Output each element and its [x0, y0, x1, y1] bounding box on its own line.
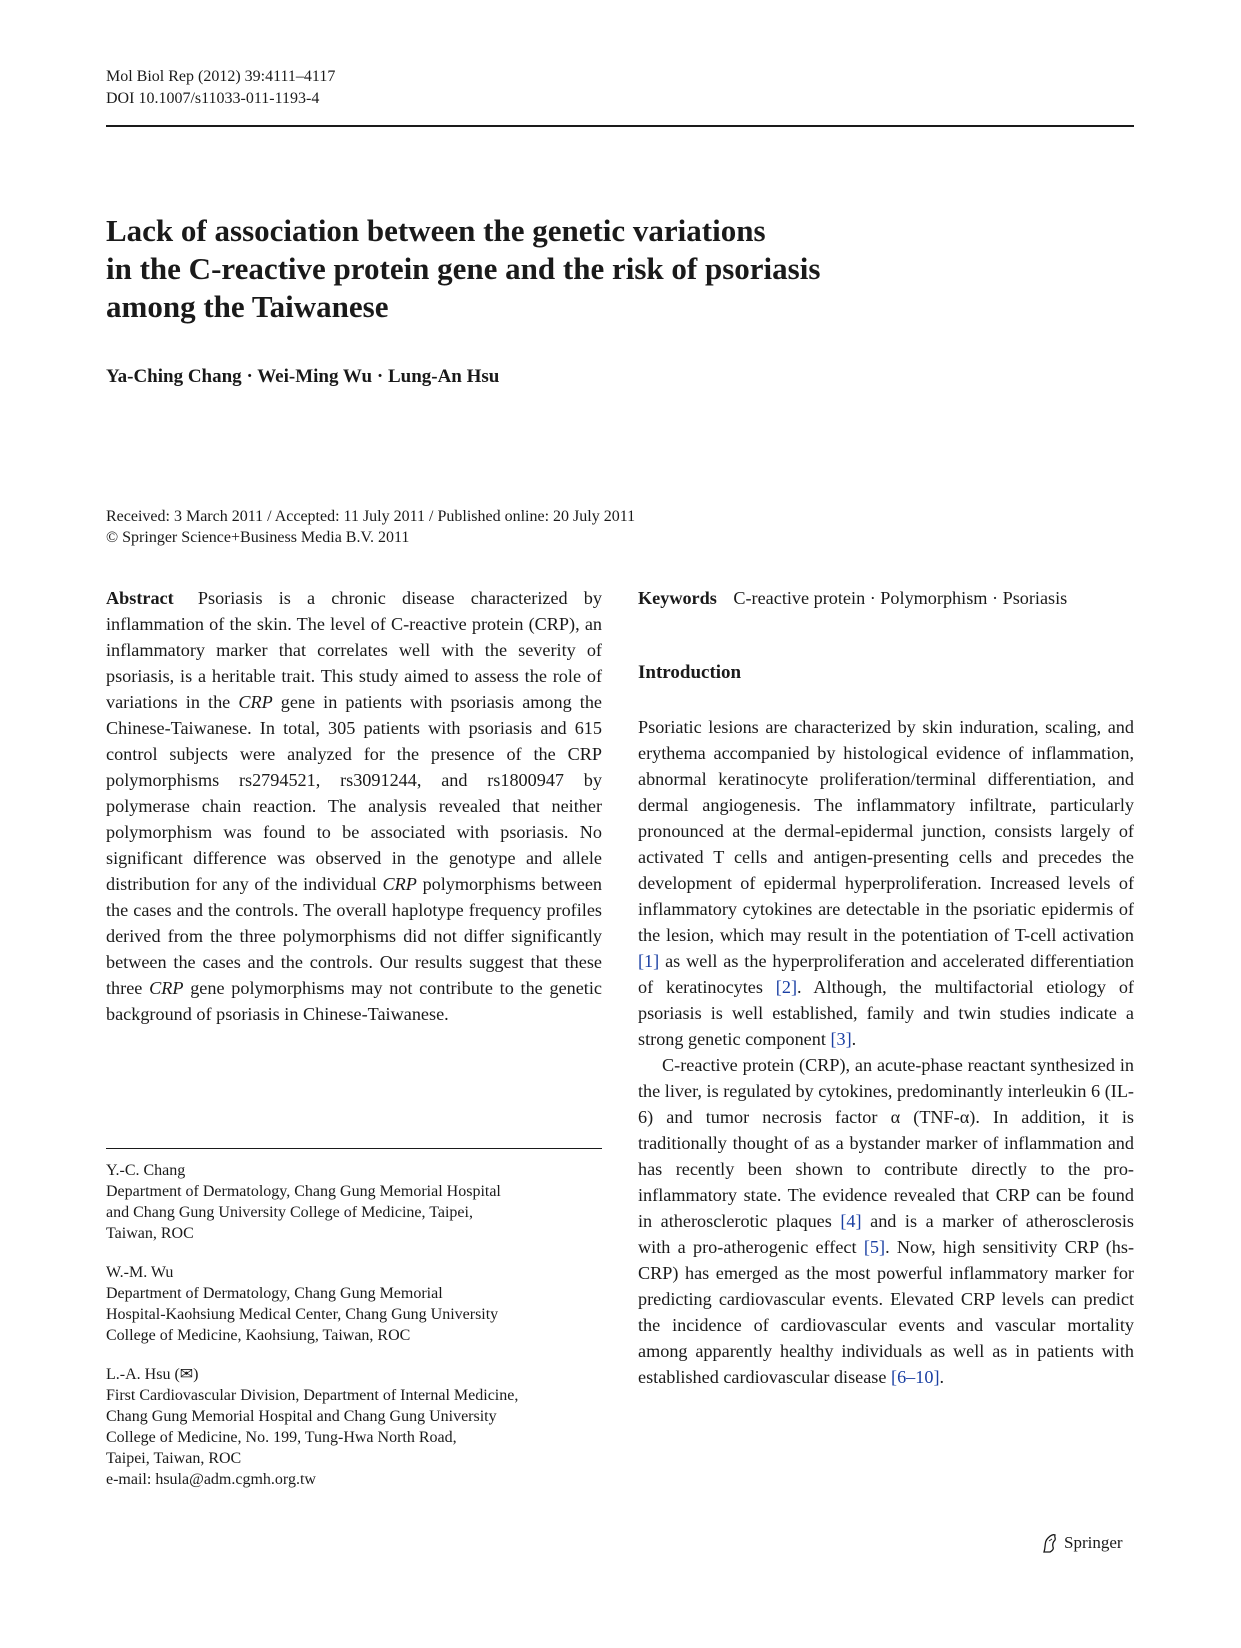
- header-rule: [106, 125, 1134, 127]
- affiliation-line: College of Medicine, Kaohsiung, Taiwan, ROC: [106, 1327, 411, 1344]
- body-text: .: [939, 1367, 945, 1387]
- author-name: Ya-Ching Chang: [106, 366, 242, 387]
- abstract: [106, 585, 602, 1027]
- article-title: [106, 212, 1006, 326]
- gene-name: CRP: [149, 978, 184, 998]
- doi-text: DOI 10.1007/s11033-011-1193-4: [106, 90, 320, 107]
- abstract-text: gene polymorphisms may not contribute to the genetic background of psoriasis in Chinese-Taiwanese.: [106, 978, 602, 1024]
- affiliation-line: Taipei, Taiwan, ROC: [106, 1450, 242, 1467]
- author-list: [106, 366, 499, 388]
- title-line: in the C-reactive protein gene and the risk of psoriasis: [106, 251, 821, 286]
- springer-horse-icon: [1040, 1532, 1060, 1554]
- affiliation-block: [106, 1262, 602, 1346]
- gene-name: CRP: [238, 692, 273, 712]
- affiliation-rule: [106, 1148, 602, 1149]
- body-text: . Now, high sensitivity CRP (hs-CRP) has emerged as the most powerful inflammatory marker for predicting cardiovascular events. Elevated CRP levels can predict the incidence of cardiovascular events and vascular mortality among apparently healthy individuals as well as in patients with established cardiovascular disease: [638, 1237, 1134, 1387]
- history-dates: Received: 3 March 2011 / Accepted: 11 July 2011 / Published online: 20 July 2011: [106, 508, 636, 525]
- author-name: Wei-Ming Wu: [257, 366, 373, 387]
- citation-link[interactable]: [5]: [863, 1237, 886, 1257]
- citation-link[interactable]: [1]: [638, 951, 660, 971]
- affiliations: [106, 1160, 602, 1508]
- affiliation-line: Department of Dermatology, Chang Gung Memorial Hospital: [106, 1183, 501, 1200]
- title-line: among the Taiwanese: [106, 289, 389, 324]
- gene-name: CRP: [382, 874, 417, 894]
- author-name: Lung-An Hsu: [387, 366, 500, 387]
- affiliation-author: W.-M. Wu: [106, 1264, 174, 1281]
- publisher-name: Springer: [1064, 1533, 1123, 1552]
- author-separator: ·: [376, 366, 384, 387]
- citation-link[interactable]: [6–10]: [891, 1367, 940, 1387]
- journal-header: [106, 66, 335, 110]
- introduction-heading: Introduction: [638, 662, 742, 683]
- citation-link[interactable]: [4]: [840, 1211, 862, 1231]
- paragraph: [638, 714, 1134, 1052]
- affiliation-line: Chang Gung Memorial Hospital and Chang Gung University: [106, 1408, 497, 1425]
- affiliation-line: and Chang Gung University College of Medicine, Taipei,: [106, 1204, 473, 1221]
- keywords-label: Keywords: [638, 588, 717, 608]
- affiliation-block: [106, 1160, 602, 1244]
- citation-link[interactable]: [2]: [775, 977, 798, 997]
- body-text: . Although, the multifactorial etiology of psoriasis is well established, family and twin studies indicate a strong genetic component: [638, 977, 1134, 1049]
- affiliation-line: Hospital-Kaohsiung Medical Center, Chang Gung University: [106, 1306, 499, 1323]
- copyright-line: © Springer Science+Business Media B.V. 2011: [106, 529, 410, 546]
- abstract-text: polymorphisms between the cases and the controls. The overall haplotype frequency profiles derived from the three polymorphisms did not differ significantly between the cases and the controls. Our results suggest that these three: [106, 874, 603, 998]
- abstract-text: Psoriasis is a chronic disease characterized by inflammation of the skin. The level of C-reactive protein (CRP), an inflammatory marker that correlates well with the severity of psoriasis, is a heritable trait. This study aimed to assess the role of variations in the: [106, 588, 602, 712]
- journal-citation: Mol Biol Rep (2012) 39:4111–4117: [106, 68, 336, 85]
- body-text: .: [851, 1029, 857, 1049]
- affiliation-line: College of Medicine, No. 199, Tung-Hwa North Road,: [106, 1429, 457, 1446]
- body-text: as well as the hyperproliferation and accelerated differentiation of keratinocytes: [638, 951, 1135, 997]
- affiliation-line: Department of Dermatology, Chang Gung Memorial: [106, 1285, 443, 1302]
- publication-dates: [106, 506, 635, 548]
- email-link[interactable]: e-mail: hsula@adm.cgmh.org.tw: [106, 1471, 316, 1488]
- citation-link[interactable]: [3]: [830, 1029, 852, 1049]
- introduction-body: [638, 714, 1134, 1390]
- body-text: and is a marker of atherosclerosis with a pro-atherogenic effect: [638, 1211, 1135, 1257]
- affiliation-author: L.-A. Hsu (✉): [106, 1366, 199, 1383]
- abstract-text: gene in patients with psoriasis among the Chinese-Taiwanese. In total, 305 patients with psoriasis and 615 control subjects were analyzed for the presence of the CRP polymorphisms rs2794521, rs3091244, and rs1800947 by polymerase chain reaction. The analysis revealed that neither polymorphism was found to be associated with psoriasis. No significant difference was observed in the genotype and allele distribution for any of the individual: [106, 692, 602, 894]
- keywords: [638, 585, 1134, 611]
- abstract-label: Abstract: [106, 588, 174, 608]
- body-text: Psoriatic lesions are characterized by skin induration, scaling, and erythema accompanied by histological evidence of inflammation, abnormal keratinocyte proliferation/terminal differentiation, and dermal angiogenesis. The inflammatory infiltrate, particularly pronounced at the dermal-epidermal junction, consists largely of activated T cells and antigen-presenting cells and precedes the development of epidermal hyperproliferation. Increased levels of inflammatory cytokines are detectable in the psoriatic epidermis of the lesion, which may result in the potentiation of T-cell activation: [638, 717, 1134, 945]
- paragraph: [638, 1052, 1134, 1390]
- title-line: Lack of association between the genetic variations: [106, 213, 766, 248]
- affiliation-author: Y.-C. Chang: [106, 1162, 186, 1179]
- affiliation-block: [106, 1364, 602, 1490]
- author-separator: ·: [246, 366, 253, 387]
- springer-logo: [1040, 1532, 1123, 1554]
- affiliation-line: First Cardiovascular Division, Department of Internal Medicine,: [106, 1387, 519, 1404]
- keywords-text: C-reactive protein · Polymorphism · Psoriasis: [733, 588, 1068, 608]
- affiliation-line: Taiwan, ROC: [106, 1225, 194, 1242]
- body-text: C-reactive protein (CRP), an acute-phase reactant synthesized in the liver, is regulated by cytokines, predominantly interleukin 6 (IL-6) and tumor necrosis factor α (TNF-α). In addition, it is traditionally thought of as a bystander marker of inflammation and has recently been shown to contribute directly to the pro-inflammatory state. The evidence revealed that CRP can be found in atherosclerotic plaques: [638, 1055, 1134, 1231]
